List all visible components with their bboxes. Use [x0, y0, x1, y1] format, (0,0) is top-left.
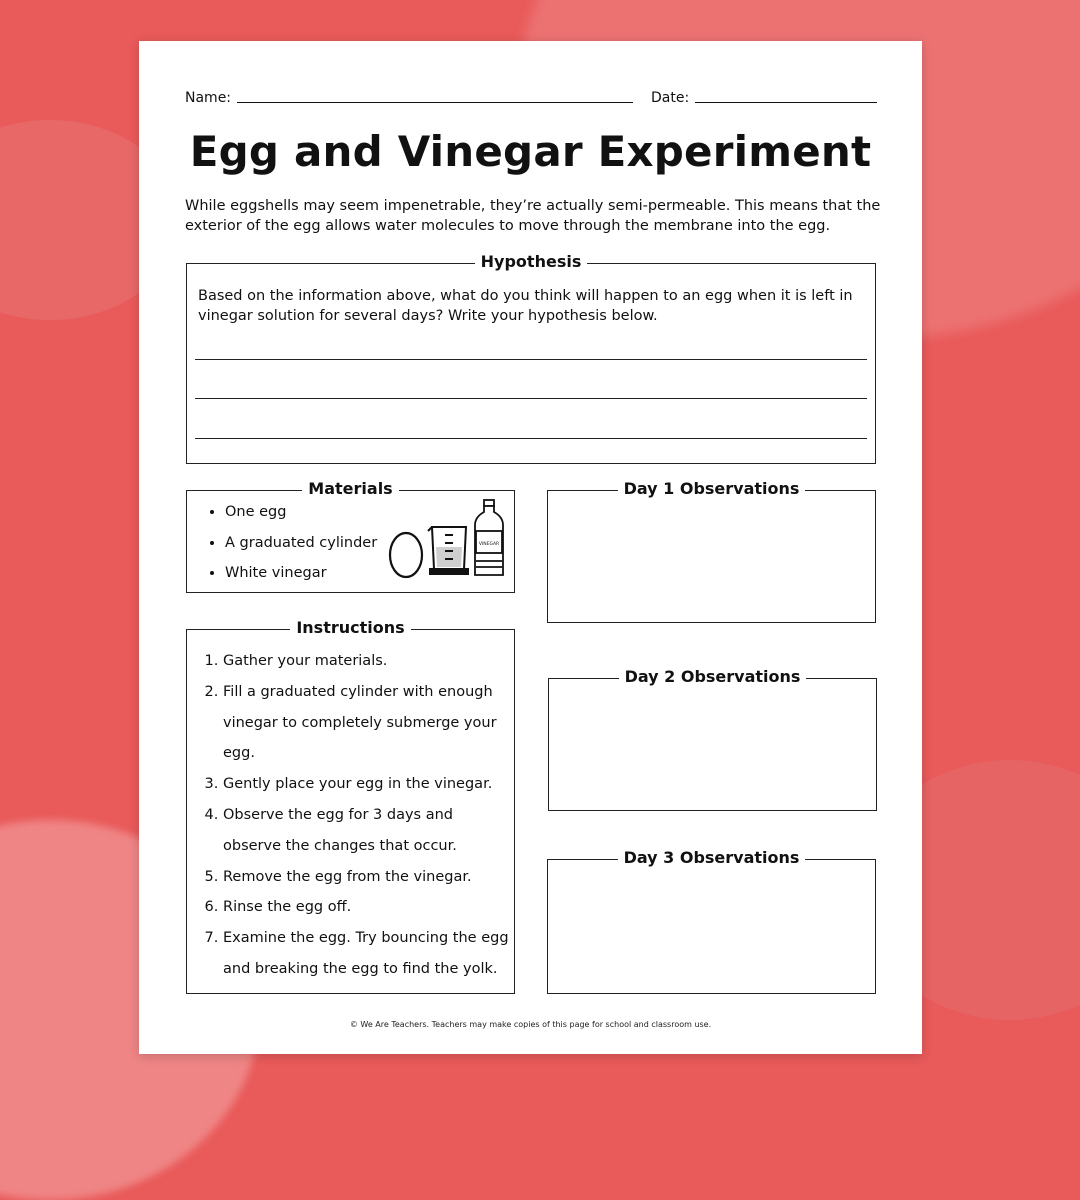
day1-observations-title: Day 1 Observations — [548, 479, 875, 499]
egg-icon — [390, 533, 422, 577]
day2-observations-box[interactable] — [548, 667, 877, 811]
name-label: Name: — [185, 90, 232, 106]
list-item: • White vinegar — [225, 558, 377, 589]
graduated-cylinder-icon — [428, 527, 468, 574]
list-item: 1. Gather your materials. — [223, 646, 513, 677]
list-item: • A graduated cylinder — [225, 528, 377, 559]
vinegar-bottle-icon — [475, 500, 503, 575]
list-item: 2. Fill a graduated cylinder with enough vinegar to completely submerge your egg. — [223, 677, 513, 769]
copyright-footer: © We Are Teachers. Teachers may make copies of this page for school and classroom use. — [349, 1020, 712, 1029]
materials-box — [186, 479, 515, 593]
list-item: 6. Rinse the egg off. — [223, 892, 513, 923]
day3-observations-box[interactable] — [547, 848, 876, 994]
day1-observations-box[interactable] — [547, 479, 876, 623]
date-label: Date: — [651, 90, 690, 106]
hypothesis-write-line[interactable] — [195, 398, 867, 399]
page-title: Egg and Vinegar Experiment — [189, 127, 872, 176]
materials-illustration — [387, 499, 511, 579]
instructions-title: Instructions — [187, 618, 514, 638]
day2-observations-title: Day 2 Observations — [549, 667, 876, 687]
hypothesis-title: Hypothesis — [187, 252, 875, 272]
intro-text: While eggshells may seem impenetrable, they’re actually semi-permeable. This means that the exterior of the egg allows water molecules to move through the membrane into the egg. — [185, 198, 881, 234]
day3-observations-title: Day 3 Observations — [548, 848, 875, 868]
list-item: 3. Gently place your egg in the vinegar. — [223, 769, 513, 800]
materials-list — [205, 497, 377, 589]
hypothesis-write-line[interactable] — [195, 438, 867, 439]
list-item: 7. Examine the egg. Try bouncing the egg and breaking the egg to find the yolk. — [223, 923, 513, 985]
worksheet-page — [139, 41, 922, 1054]
materials-title: Materials — [187, 479, 514, 499]
list-item: 4. Observe the egg for 3 days and observe the changes that occur. — [223, 800, 513, 862]
hypothesis-question: Based on the information above, what do you think will happen to an egg when it is left in vinegar solution for several days? Write your hypothesis below. — [198, 288, 853, 324]
hypothesis-write-line[interactable] — [195, 359, 867, 360]
list-item: • One egg — [225, 497, 377, 528]
bottle-label: VINEGAR — [478, 542, 500, 547]
list-item: 5. Remove the egg from the vinegar. — [223, 862, 513, 893]
name-line[interactable] — [237, 102, 633, 103]
date-line[interactable] — [695, 102, 877, 103]
instructions-list — [207, 646, 513, 985]
hypothesis-box — [186, 252, 876, 464]
instructions-box — [186, 618, 515, 994]
